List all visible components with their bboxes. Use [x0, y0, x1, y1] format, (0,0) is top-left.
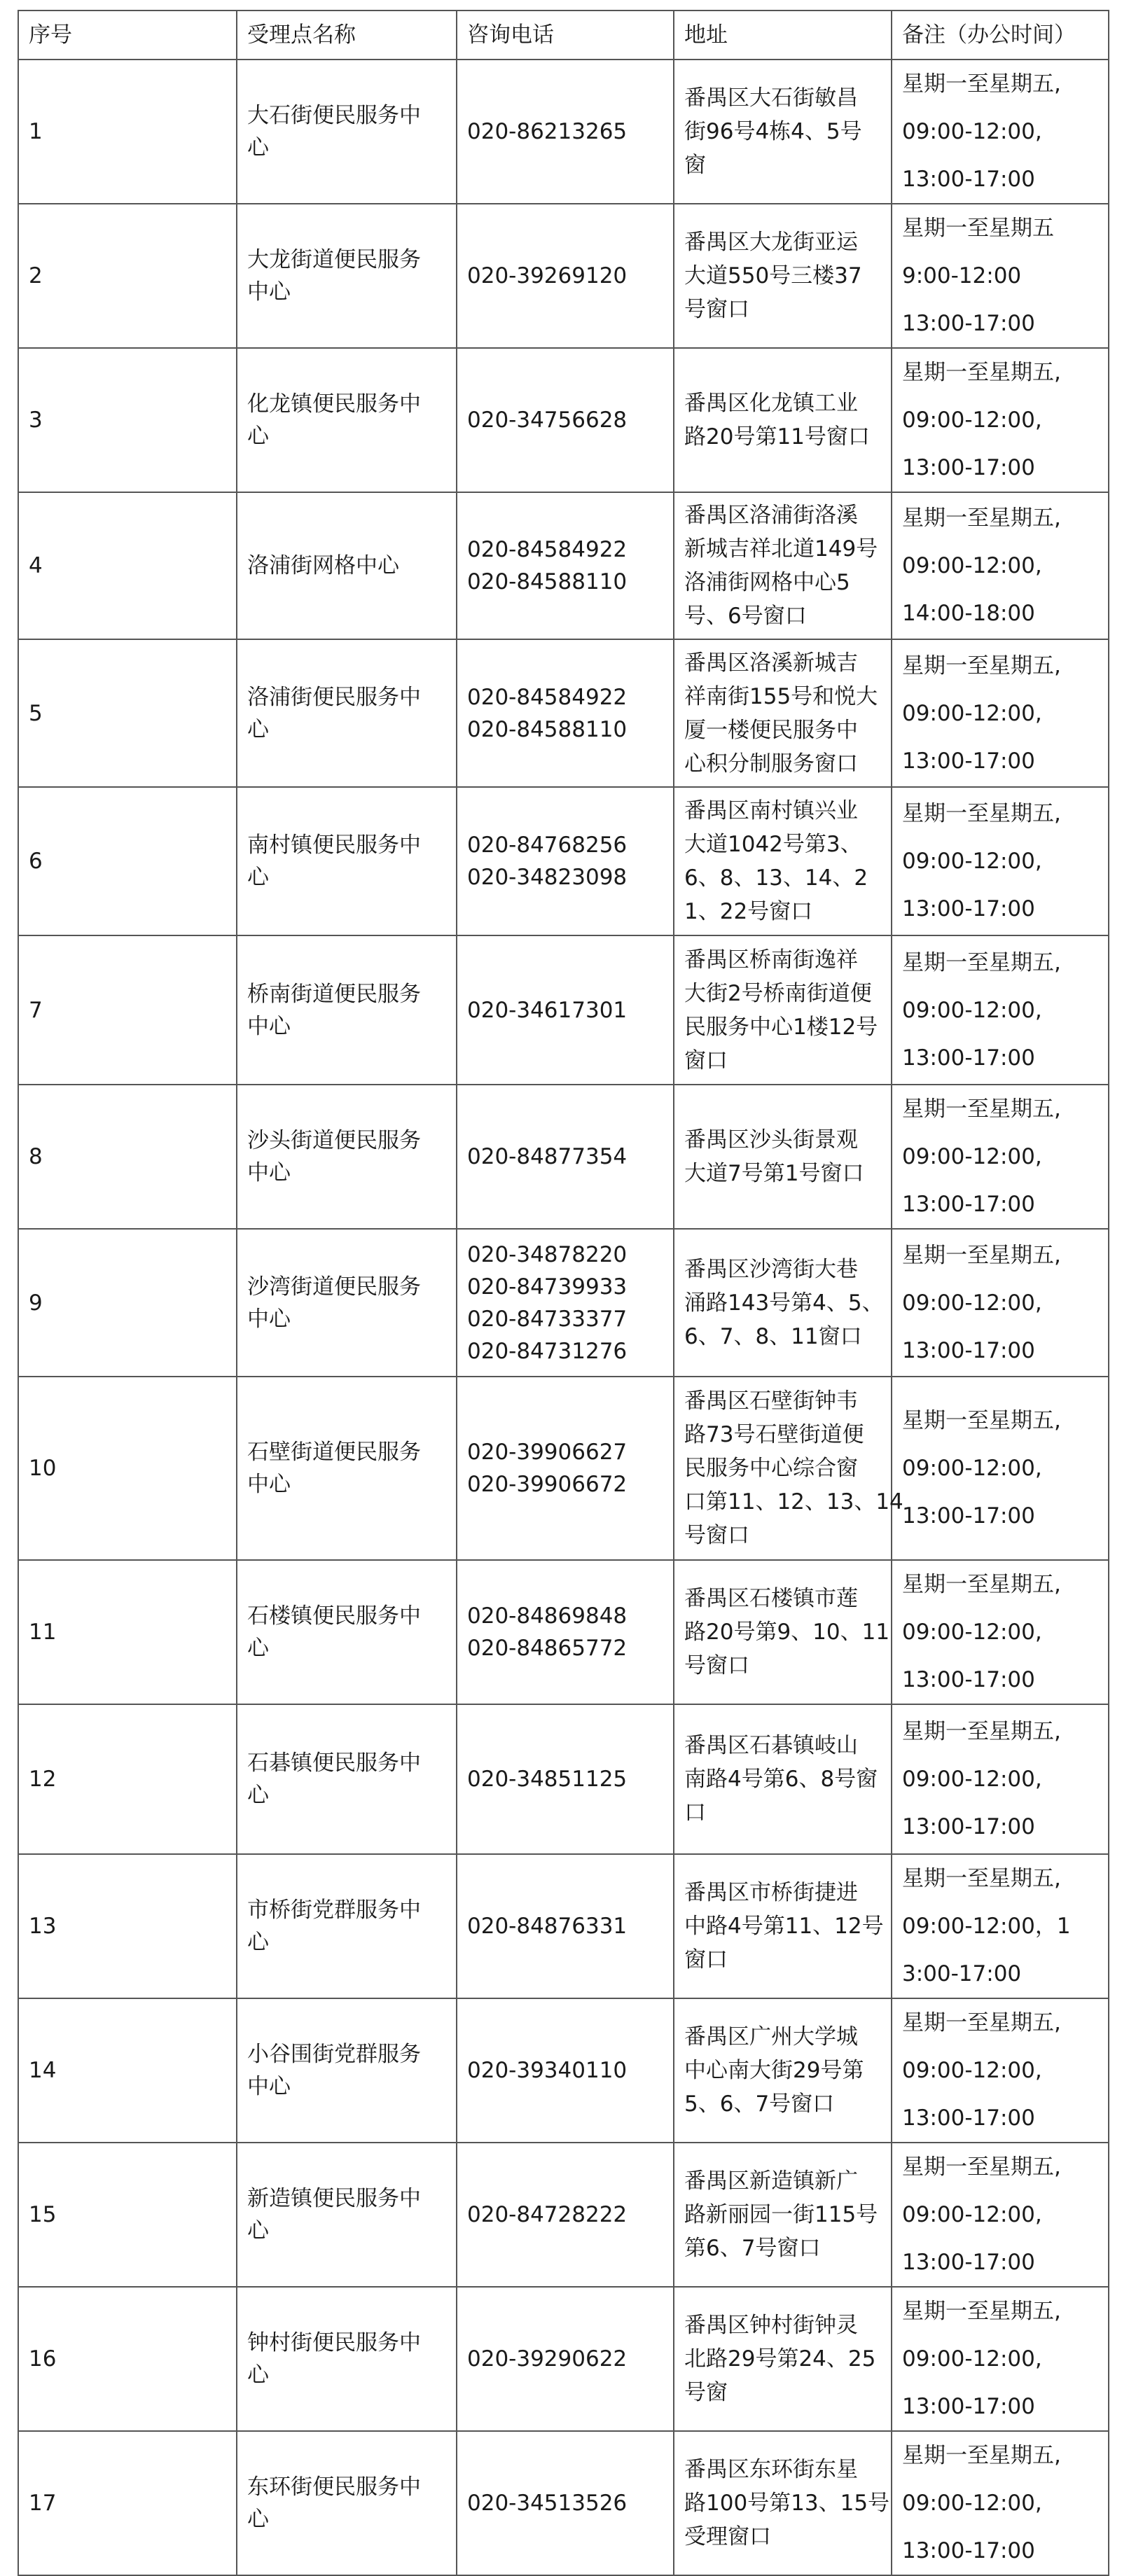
row-notes-line: 09:00-12:00,: [902, 408, 1042, 433]
row-index: [18, 204, 237, 348]
row-address-line: 口: [684, 1800, 706, 1825]
row-notes-line: 13:00-17:00: [902, 2105, 1035, 2131]
row-name: [237, 1377, 457, 1560]
row-name-line: 心: [247, 2507, 269, 2532]
row-address: [674, 348, 892, 492]
row-index: [18, 935, 237, 1085]
row-phone-line: 020-84731276: [467, 1338, 628, 1364]
row-phone: [457, 1854, 674, 1998]
row-address: [674, 2431, 892, 2575]
row-phone-line: 020-84876331: [467, 1914, 628, 1939]
row-address-line: 洛浦街网格中心5: [684, 570, 850, 595]
row-name-line: 心: [247, 2362, 269, 2388]
row-phone: [457, 1229, 674, 1377]
row-notes: [892, 492, 1109, 639]
row-address: [674, 1229, 892, 1377]
row-phone-line: 020-84584922: [467, 684, 628, 710]
row-index-line: 15: [29, 2202, 57, 2227]
row-phone-line: 020-84733377: [467, 1306, 628, 1332]
row-phone: [457, 935, 674, 1085]
row-index: [18, 1085, 237, 1229]
row-name: [237, 1560, 457, 1704]
row-phone: [457, 1085, 674, 1229]
table-row: [18, 2431, 1109, 2575]
row-name-line: 沙湾街道便民服务: [247, 1274, 421, 1300]
row-address-line: 番禺区钟村街钟灵: [684, 2313, 858, 2338]
row-notes-line: 09:00-12:00,: [902, 2202, 1042, 2227]
table-row: [18, 639, 1109, 787]
row-address-line: 窗口: [684, 1047, 728, 1073]
table-row: [18, 1377, 1109, 1560]
row-name-line: 新造镇便民服务中: [247, 2186, 421, 2211]
row-notes-line: 星期一至星期五,: [902, 2154, 1061, 2180]
row-index: [18, 1560, 237, 1704]
row-notes: [892, 1377, 1109, 1560]
row-notes-line: 13:00-17:00: [902, 455, 1035, 480]
row-name-line: 大龙街道便民服务: [247, 247, 421, 272]
row-address-line: 番禺区桥南街逸祥: [684, 947, 858, 973]
row-phone: [457, 2143, 674, 2287]
row-phone-line: 020-39906672: [467, 1472, 628, 1497]
row-address-line: 号窗: [684, 2380, 728, 2405]
row-address-line: 番禺区新造镇新广: [684, 2168, 858, 2194]
row-name-line: 市桥街党群服务中: [247, 1898, 421, 1923]
row-address-line: 大道1042号第3、: [684, 832, 862, 857]
row-index: [18, 639, 237, 787]
row-address-line: 中心南大街29号第: [684, 2058, 864, 2083]
row-phone-line: 020-39269120: [467, 263, 628, 288]
table-row: [18, 1704, 1109, 1854]
row-phone: [457, 639, 674, 787]
table-row: [18, 1229, 1109, 1377]
row-index-line: 9: [29, 1290, 43, 1316]
table-row: [18, 935, 1109, 1085]
table-row: [18, 2143, 1109, 2287]
row-index: [18, 492, 237, 639]
row-phone: [457, 1560, 674, 1704]
row-address-line: 南路4号第6、8号窗: [684, 1767, 878, 1792]
row-index-line: 6: [29, 849, 43, 874]
row-address: [674, 492, 892, 639]
row-address-line: 路73号石壁街道便: [684, 1422, 864, 1447]
row-name-line: 心: [247, 135, 269, 160]
row-notes: [892, 1085, 1109, 1229]
row-address: [674, 1085, 892, 1229]
row-name-line: 心: [247, 865, 269, 890]
row-notes-line: 13:00-17:00: [902, 311, 1035, 336]
row-name-line: 中心: [247, 1472, 291, 1497]
row-index: [18, 1229, 237, 1377]
row-notes: [892, 348, 1109, 492]
row-notes-line: 14:00-18:00: [902, 601, 1035, 626]
row-notes-line: 星期一至星期五,: [902, 1572, 1061, 1597]
row-address: [674, 2287, 892, 2431]
row-phone-line: 020-34756628: [467, 408, 628, 433]
row-phone-line: 020-34823098: [467, 865, 628, 890]
row-name-line: 石壁街道便民服务: [247, 1440, 421, 1465]
row-index-line: 3: [29, 408, 43, 433]
row-notes: [892, 204, 1109, 348]
row-notes-line: 13:00-17:00: [902, 1503, 1035, 1529]
row-address: [674, 204, 892, 348]
row-name-line: 中心: [247, 279, 291, 305]
row-notes-line: 星期一至星期五: [902, 216, 1054, 241]
row-name-line: 心: [247, 716, 269, 742]
row-notes-line: 星期一至星期五,: [902, 949, 1061, 975]
row-name-line: 化龙镇便民服务中: [247, 391, 421, 417]
row-address-line: 路20号第9、10、11: [684, 1620, 890, 1645]
row-notes-line: 09:00-12:00,: [902, 2346, 1042, 2372]
row-index-line: 17: [29, 2491, 57, 2516]
row-notes-line: 3:00-17:00: [902, 1961, 1022, 1986]
row-notes-line: 星期一至星期五,: [902, 1408, 1061, 1433]
header-address: 地址: [674, 11, 892, 60]
row-address-line: 番禺区化龙镇工业: [684, 391, 858, 416]
row-address-line: 号窗口: [684, 1523, 749, 1548]
row-notes-line: 星期一至星期五,: [902, 360, 1061, 385]
row-index: [18, 2287, 237, 2431]
row-notes: [892, 1998, 1109, 2143]
row-phone-line: 020-84877354: [467, 1144, 628, 1169]
row-index: [18, 2143, 237, 2287]
row-name: [237, 60, 457, 204]
header-name: 受理点名称: [237, 11, 457, 60]
row-name-line: 心: [247, 1930, 269, 1955]
row-address: [674, 935, 892, 1085]
row-phone-line: 020-39340110: [467, 2058, 628, 2083]
row-address-line: 番禺区市桥街捷进: [684, 1880, 858, 1905]
row-address-line: 受理窗口: [684, 2524, 771, 2549]
table-row: [18, 1854, 1109, 1998]
row-name-line: 心: [247, 1783, 269, 1808]
row-phone-line: 020-84588110: [467, 569, 628, 594]
row-address-line: 番禺区东环街东星: [684, 2457, 858, 2482]
row-address-line: 番禺区沙湾街大巷: [684, 1256, 858, 1282]
row-index-line: 7: [29, 997, 43, 1023]
row-index-line: 2: [29, 263, 43, 288]
row-name-line: 心: [247, 1636, 269, 1661]
row-address-line: 番禺区南村镇兴业: [684, 798, 858, 823]
row-index: [18, 1998, 237, 2143]
row-index: [18, 1704, 237, 1854]
row-address-line: 番禺区广州大学城: [684, 2024, 858, 2049]
row-index-line: 12: [29, 1767, 57, 1792]
row-phone-line: 020-84869848: [467, 1603, 628, 1629]
row-notes: [892, 2287, 1109, 2431]
row-notes: [892, 1560, 1109, 1704]
row-address-line: 5、6、7号窗口: [684, 2091, 835, 2117]
row-address-line: 民服务中心1楼12号: [684, 1014, 878, 1040]
row-address-line: 6、8、13、14、2: [684, 865, 868, 891]
row-name: [237, 1854, 457, 1998]
row-notes-line: 09:00-12:00,: [902, 119, 1042, 144]
row-phone: [457, 1998, 674, 2143]
row-address-line: 路100号第13、15号: [684, 2491, 890, 2516]
row-notes: [892, 1704, 1109, 1854]
row-address-line: 大街2号桥南街道便: [684, 980, 872, 1006]
row-notes-line: 星期一至星期五,: [902, 1866, 1061, 1891]
row-name: [237, 1704, 457, 1854]
row-address-line: 号、6号窗口: [684, 604, 807, 629]
row-address-line: 厦一楼便民服务中: [684, 717, 858, 743]
row-address: [674, 1704, 892, 1854]
row-name-line: 石楼镇便民服务中: [247, 1603, 421, 1629]
row-name-line: 东环街便民服务中: [247, 2474, 421, 2500]
row-phone: [457, 2431, 674, 2575]
table-row: [18, 492, 1109, 639]
row-phone: [457, 60, 674, 204]
row-index-line: 16: [29, 2346, 57, 2372]
row-name-line: 中心: [247, 1160, 291, 1185]
row-notes-line: 13:00-17:00: [902, 896, 1035, 921]
row-address: [674, 60, 892, 204]
table-row: [18, 204, 1109, 348]
row-notes-line: 星期一至星期五,: [902, 506, 1061, 531]
row-notes: [892, 639, 1109, 787]
table-row: [18, 1085, 1109, 1229]
row-notes-line: 13:00-17:00: [902, 1814, 1035, 1839]
row-name-line: 心: [247, 424, 269, 449]
row-address-line: 番禺区洛溪新城吉: [684, 650, 858, 676]
row-notes-line: 9:00-12:00: [902, 263, 1022, 288]
row-notes-line: 星期一至星期五,: [902, 2010, 1061, 2035]
row-name-line: 桥南街道便民服务: [247, 981, 421, 1007]
row-notes-line: 09:00-12:00,: [902, 997, 1042, 1023]
row-name: [237, 1085, 457, 1229]
row-address-line: 号窗口: [684, 297, 749, 322]
row-notes-line: 13:00-17:00: [902, 2538, 1035, 2563]
row-address: [674, 787, 892, 935]
row-phone: [457, 204, 674, 348]
row-notes: [892, 1854, 1109, 1998]
row-phone-line: 020-34851125: [467, 1767, 628, 1792]
row-address-line: 番禺区洛浦街洛溪: [684, 503, 858, 528]
row-notes: [892, 2431, 1109, 2575]
row-address-line: 北路29号第24、25: [684, 2346, 876, 2372]
row-notes-line: 13:00-17:00: [902, 2394, 1035, 2419]
row-notes-line: 13:00-17:00: [902, 1337, 1035, 1363]
row-name: [237, 2431, 457, 2575]
row-index: [18, 787, 237, 935]
row-notes-line: 09:00-12:00,: [902, 1620, 1042, 1645]
row-name-line: 中心: [247, 2074, 291, 2099]
row-phone-line: 020-39290622: [467, 2346, 628, 2372]
row-address: [674, 2143, 892, 2287]
row-name: [237, 348, 457, 492]
row-index-line: 11: [29, 1620, 57, 1645]
row-name-line: 南村镇便民服务中: [247, 833, 421, 858]
row-index-line: 4: [29, 553, 43, 578]
row-name-line: 洛浦街网格中心: [247, 553, 399, 578]
header-row: [18, 11, 1109, 60]
row-notes-line: 星期一至星期五,: [902, 653, 1061, 678]
row-index-line: 10: [29, 1456, 57, 1481]
table-row: [18, 1998, 1109, 2143]
row-phone-line: 020-84588110: [467, 716, 628, 742]
row-notes-line: 09:00-12:00,: [902, 1456, 1042, 1481]
row-phone: [457, 787, 674, 935]
row-name-line: 大石街便民服务中: [247, 103, 421, 128]
row-index-line: 13: [29, 1914, 57, 1939]
row-name: [237, 787, 457, 935]
row-notes-line: 09:00-12:00，1: [902, 1914, 1071, 1939]
row-notes-line: 星期一至星期五,: [902, 1242, 1061, 1268]
header-phone: 咨询电话: [457, 11, 674, 60]
row-address: [674, 639, 892, 787]
row-phone: [457, 2287, 674, 2431]
row-name-line: 钟村街便民服务中: [247, 2330, 421, 2355]
row-address-line: 番禺区石楼镇市莲: [684, 1586, 858, 1611]
row-address-line: 心积分制服务窗口: [684, 751, 858, 777]
row-notes-line: 13:00-17:00: [902, 748, 1035, 774]
header-notes: 备注（办公时间）: [892, 11, 1109, 60]
row-name-line: 石碁镇便民服务中: [247, 1750, 421, 1776]
row-address-line: 窗: [684, 153, 706, 178]
row-notes: [892, 2143, 1109, 2287]
row-notes-line: 09:00-12:00,: [902, 1144, 1042, 1169]
table-row: [18, 348, 1109, 492]
row-notes-line: 星期一至星期五,: [902, 1096, 1061, 1122]
row-name-line: 洛浦街便民服务中: [247, 684, 421, 710]
row-address-line: 番禺区沙头街景观: [684, 1127, 858, 1153]
row-address-line: 第6、7号窗口: [684, 2236, 821, 2261]
row-notes-line: 09:00-12:00,: [902, 2491, 1042, 2516]
row-phone-line: 020-84768256: [467, 833, 628, 858]
row-name: [237, 204, 457, 348]
row-phone: [457, 1704, 674, 1854]
table-row: [18, 60, 1109, 204]
row-notes-line: 13:00-17:00: [902, 167, 1035, 192]
row-phone-line: 020-84584922: [467, 537, 628, 562]
row-index: [18, 1377, 237, 1560]
row-address-line: 路新丽园一街115号: [684, 2202, 878, 2227]
row-address-line: 中路4号第11、12号: [684, 1914, 884, 1939]
row-index: [18, 348, 237, 492]
row-index-line: 5: [29, 700, 43, 726]
row-address-line: 大道7号第1号窗口: [684, 1161, 864, 1186]
row-notes-line: 09:00-12:00,: [902, 1290, 1042, 1316]
row-notes-line: 星期一至星期五,: [902, 1719, 1061, 1744]
row-notes: [892, 1229, 1109, 1377]
row-name-line: 沙头街道便民服务: [247, 1128, 421, 1153]
row-address-line: 路20号第11号窗口: [684, 424, 870, 450]
row-notes-line: 星期一至星期五,: [902, 2443, 1061, 2468]
row-address-line: 街96号4栋4、5号: [684, 119, 862, 144]
row-address-line: 6、7、8、11窗口: [684, 1323, 862, 1349]
row-address-line: 番禺区石壁街钟韦: [684, 1388, 858, 1414]
row-address-line: 1、22号窗口: [684, 899, 813, 924]
row-name: [237, 492, 457, 639]
row-name: [237, 1229, 457, 1377]
row-phone-line: 020-86213265: [467, 119, 628, 144]
row-address-line: 窗口: [684, 1947, 728, 1972]
row-notes-line: 09:00-12:00,: [902, 2058, 1042, 2083]
table-row: [18, 1560, 1109, 1704]
row-address: [674, 1854, 892, 1998]
row-name: [237, 639, 457, 787]
row-address: [674, 1998, 892, 2143]
table-row: [18, 2287, 1109, 2431]
row-notes-line: 13:00-17:00: [902, 1192, 1035, 1217]
row-notes: [892, 60, 1109, 204]
row-notes-line: 13:00-17:00: [902, 2250, 1035, 2275]
row-address-line: 番禺区石碁镇岐山: [684, 1733, 858, 1758]
row-index: [18, 1854, 237, 1998]
row-notes-line: 13:00-17:00: [902, 1045, 1035, 1071]
row-index-line: 14: [29, 2058, 57, 2083]
row-name: [237, 935, 457, 1085]
row-notes-line: 09:00-12:00,: [902, 1767, 1042, 1792]
row-phone: [457, 1377, 674, 1560]
row-address-line: 祥南街155号和悦大: [684, 683, 878, 709]
row-name: [237, 1998, 457, 2143]
row-name-line: 小谷围街党群服务: [247, 2042, 421, 2067]
row-address: [674, 1377, 903, 1560]
row-notes-line: 星期一至星期五,: [902, 801, 1061, 826]
service-points-table: [18, 10, 1109, 2576]
row-notes-line: 09:00-12:00,: [902, 700, 1042, 726]
row-name-line: 中心: [247, 1306, 291, 1332]
row-address-line: 新城吉祥北道149号: [684, 536, 878, 562]
row-address-line: 番禺区大龙街亚运: [684, 230, 858, 255]
row-address: [674, 1560, 892, 1704]
row-name-line: 心: [247, 2218, 269, 2243]
row-address-line: 番禺区大石街敏昌: [684, 85, 858, 111]
row-name-line: 中心: [247, 1013, 291, 1039]
row-address-line: 大道550号三楼37: [684, 263, 862, 288]
row-phone-line: 020-34513526: [467, 2491, 628, 2516]
row-address-line: 民服务中心综合窗: [684, 1456, 858, 1481]
row-index: [18, 2431, 237, 2575]
row-phone: [457, 492, 674, 639]
row-name: [237, 2143, 457, 2287]
row-index: [18, 60, 237, 204]
row-notes-line: 13:00-17:00: [902, 1667, 1035, 1692]
row-address-line: 口第11、12、13、14: [684, 1489, 903, 1515]
row-notes-line: 09:00-12:00,: [902, 553, 1042, 578]
row-notes-line: 星期一至星期五,: [902, 71, 1061, 97]
row-phone: [457, 348, 674, 492]
row-phone-line: 020-84865772: [467, 1636, 628, 1661]
row-notes-line: 星期一至星期五,: [902, 2299, 1061, 2324]
row-address-line: 号窗口: [684, 1653, 749, 1678]
row-phone-line: 020-39906627: [467, 1440, 628, 1465]
row-notes: [892, 935, 1109, 1085]
row-notes: [892, 787, 1109, 935]
table-row: [18, 787, 1109, 935]
row-phone-line: 020-34878220: [467, 1241, 628, 1267]
row-index-line: 1: [29, 119, 43, 144]
row-notes-line: 09:00-12:00,: [902, 849, 1042, 874]
row-address-line: 涌路143号第4、5、: [684, 1290, 884, 1316]
row-phone-line: 020-34617301: [467, 997, 628, 1023]
row-phone-line: 020-84728222: [467, 2202, 628, 2227]
header-index: 序号: [18, 11, 237, 60]
row-index-line: 8: [29, 1144, 43, 1169]
row-phone-line: 020-84739933: [467, 1274, 628, 1300]
row-name: [237, 2287, 457, 2431]
